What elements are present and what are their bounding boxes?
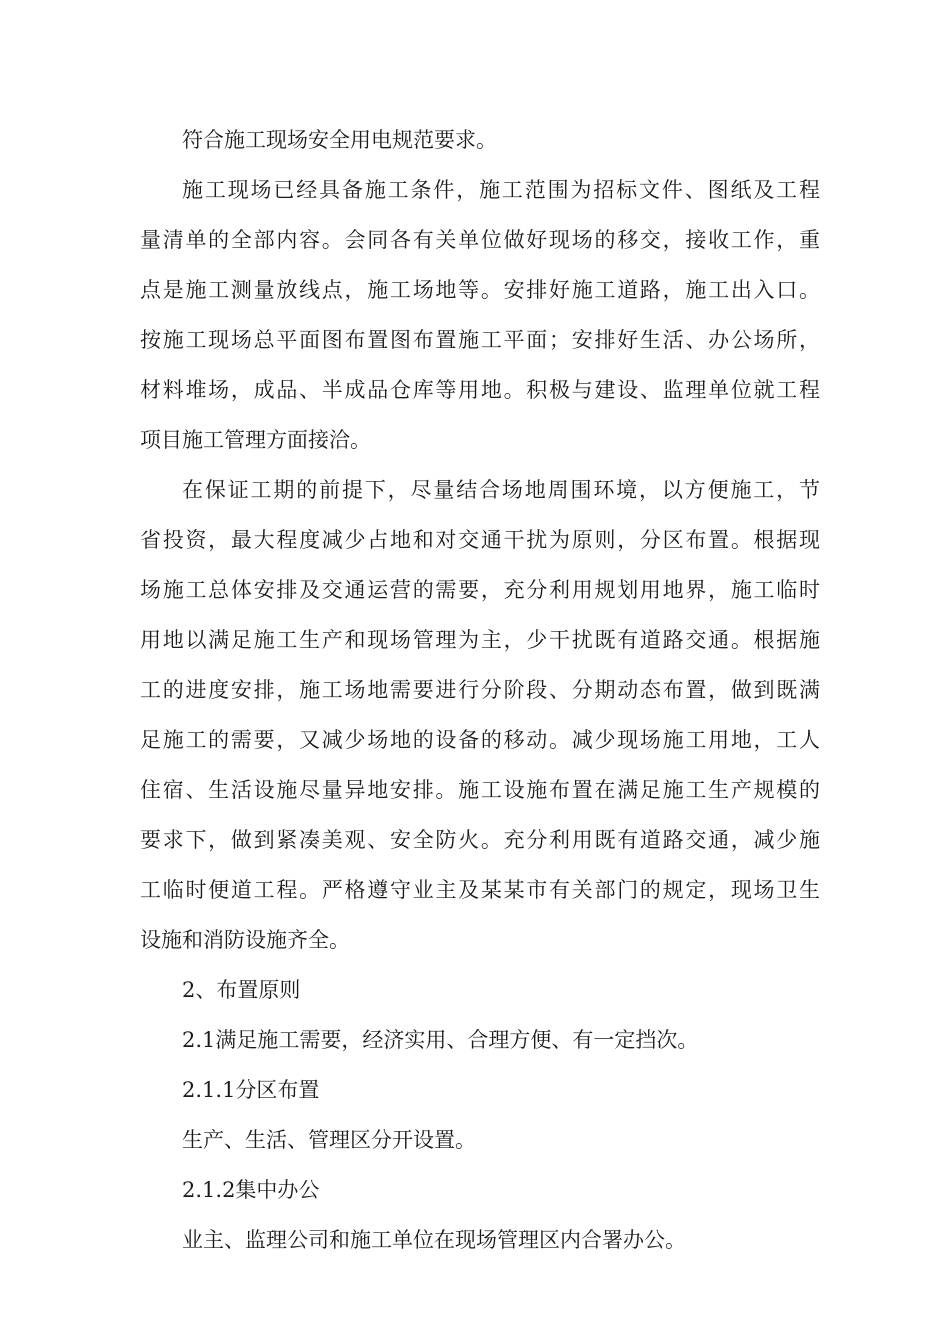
paragraph-line: 生产、生活、管理区分开设置。 xyxy=(182,1128,476,1152)
paragraph-line: 足施工的需要，又减少场地的设备的移动。减少现场施工用地，工人 xyxy=(140,728,820,752)
paragraph-line: 施工现场已经具备施工条件，施工范围为招标文件、图纸及工程 xyxy=(182,178,820,202)
subsection-heading: 2.1.2集中办公 xyxy=(182,1178,320,1202)
paragraph-line: 用地以满足施工生产和现场管理为主，少干扰既有道路交通。根据施 xyxy=(140,628,820,652)
paragraph-line: 住宿、生活设施尽量异地安排。施工设施布置在满足施工生产规模的 xyxy=(140,778,820,802)
paragraph-line: 工的进度安排，施工场地需要进行分阶段、分期动态布置，做到既满 xyxy=(140,678,820,702)
subsection-heading: 2.1.1分区布置 xyxy=(182,1078,320,1102)
paragraph-line: 按施工现场总平面图布置图布置施工平面；安排好生活、办公场所， xyxy=(140,328,820,352)
subsection-heading: 2.1满足施工需要，经济实用、合理方便、有一定挡次。 xyxy=(182,1028,699,1052)
paragraph-line: 业主、监理公司和施工单位在现场管理区内合署办公。 xyxy=(182,1228,686,1252)
section-heading: 2、布置原则 xyxy=(182,978,301,1002)
paragraph-line: 场施工总体安排及交通运营的需要，充分利用规划用地界，施工临时 xyxy=(140,578,820,602)
paragraph-line: 量清单的全部内容。会同各有关单位做好现场的移交，接收工作，重 xyxy=(140,228,820,252)
paragraph-line: 工临时便道工程。严格遵守业主及某某市有关部门的规定，现场卫生 xyxy=(140,878,820,902)
paragraph-line: 材料堆场，成品、半成品仓库等用地。积极与建设、监理单位就工程 xyxy=(140,378,820,402)
paragraph-line: 符合施工现场安全用电规范要求。 xyxy=(182,128,497,152)
paragraph-line: 点是施工测量放线点，施工场地等。安排好施工道路，施工出入口。 xyxy=(140,278,820,302)
paragraph-line: 设施和消防设施齐全。 xyxy=(140,928,350,952)
paragraph-line: 省投资，最大程度减少占地和对交通干扰为原则，分区布置。根据现 xyxy=(140,528,820,552)
paragraph-line: 项目施工管理方面接洽。 xyxy=(140,428,371,452)
paragraph-line: 要求下，做到紧凑美观、安全防火。充分利用既有道路交通，减少施 xyxy=(140,828,820,852)
paragraph-line: 在保证工期的前提下，尽量结合场地周围环境，以方便施工，节 xyxy=(182,478,820,502)
